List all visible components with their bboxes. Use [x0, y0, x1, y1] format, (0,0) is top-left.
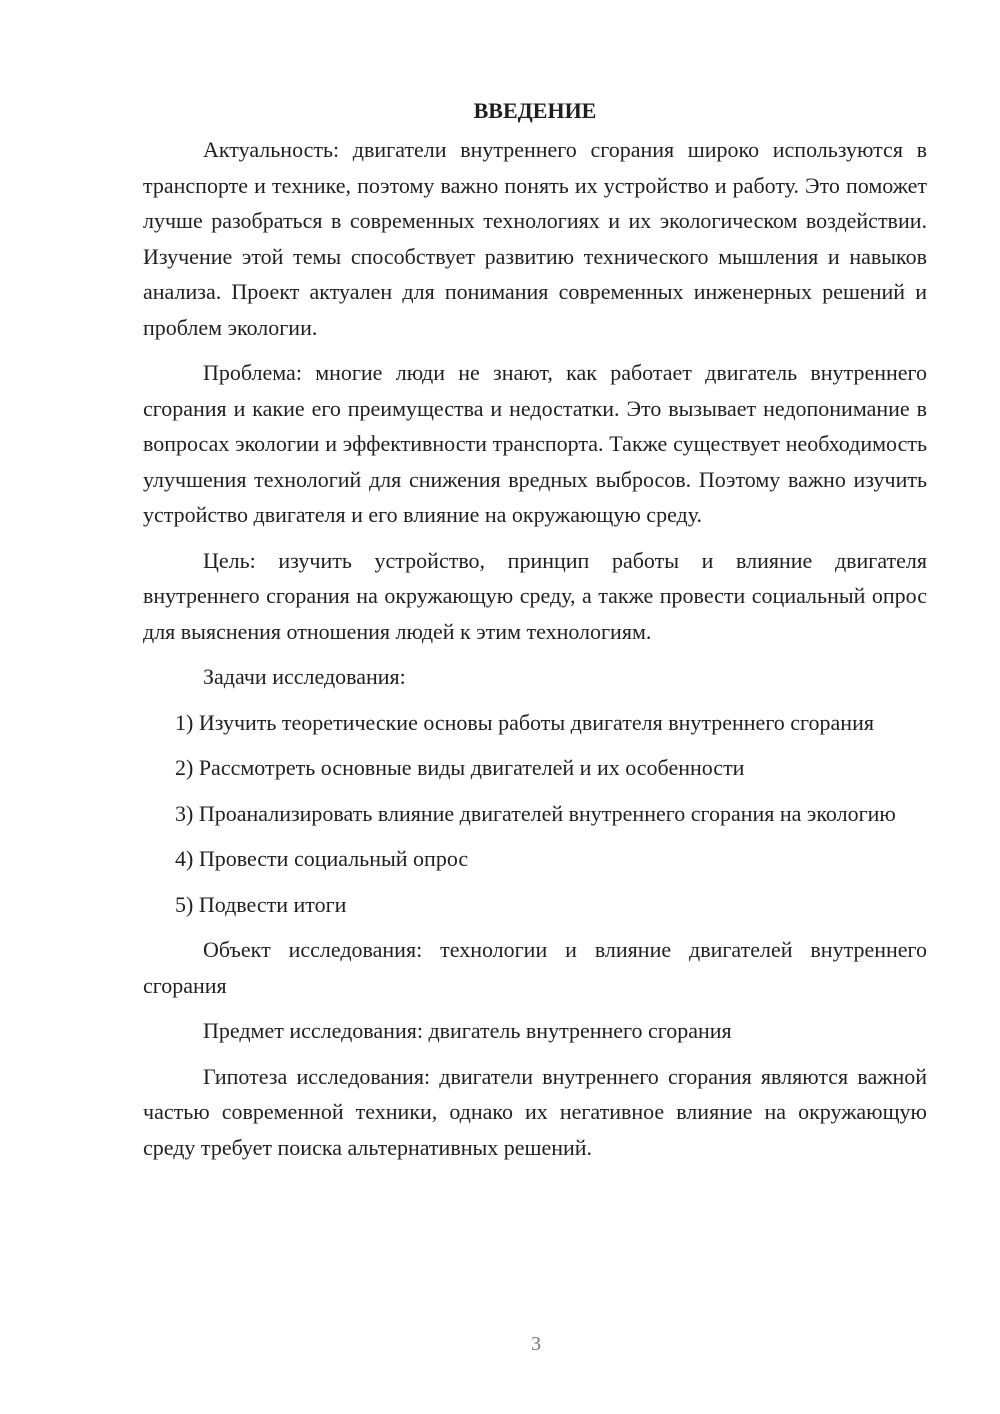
page-number: 3 — [531, 1333, 541, 1355]
task-item-3: 3) Проанализировать влияние двигателей внутреннего сгорания на экологию — [175, 800, 896, 826]
hypothesis-paragraph: Гипотеза исследования: двигатели внутреннего сгорания являются важной частью современной техники, однако их негативное влияние на окружающую среду требует поиска альтернативных решений. — [143, 1063, 927, 1160]
task-item-4: 4) Провести социальный опрос — [175, 846, 469, 871]
problem-paragraph: Проблема: многие люди не знают, как работает двигатель внутреннего сгорания и какие его преимущества и недостатки. Это вызывает недопонимание в вопросах экологии и эффективности транспорта. Также существует необходимость улучшения технологий для снижения вредных выбросов. Поэтому важно изучить устройство двигателя и его влияние на окружающую среду. — [143, 360, 927, 527]
object-paragraph: Объект исследования: технологии и влияние двигателей внутреннего сгорания — [143, 937, 927, 998]
page-title: ВВЕДЕНИЕ — [473, 98, 597, 123]
page-content — [143, 93, 927, 1165]
goal-paragraph: Цель: изучить устройство, принцип работы и влияние двигателя внутреннего сгорания на окружающую среду, а также провести социальный опрос для выяснения отношения людей к этим технологиям. — [143, 547, 927, 644]
task-item-5: 5) Подвести итоги — [175, 891, 347, 917]
tasks-heading: Задачи исследования: — [203, 664, 406, 689]
subject-paragraph: Предмет исследования: двигатель внутреннего сгорания — [203, 1018, 732, 1043]
task-item-2: 2) Рассмотреть основные виды двигателей и их особенности — [175, 755, 745, 780]
task-item-1: 1) Изучить теоретические основы работы двигателя внутреннего сгорания — [175, 709, 874, 735]
relevance-paragraph: Актуальность: двигатели внутреннего сгорания широко используются в транспорте и технике, поэтому важно понять их устройство и работу. Это поможет лучше разобраться в современных технологиях и их экологическом воздействии. Изучение этой темы способствует развитию технического мышления и навыков анализа. Проект актуален для понимания современных инженерных решений и проблем экологии. — [143, 137, 927, 340]
